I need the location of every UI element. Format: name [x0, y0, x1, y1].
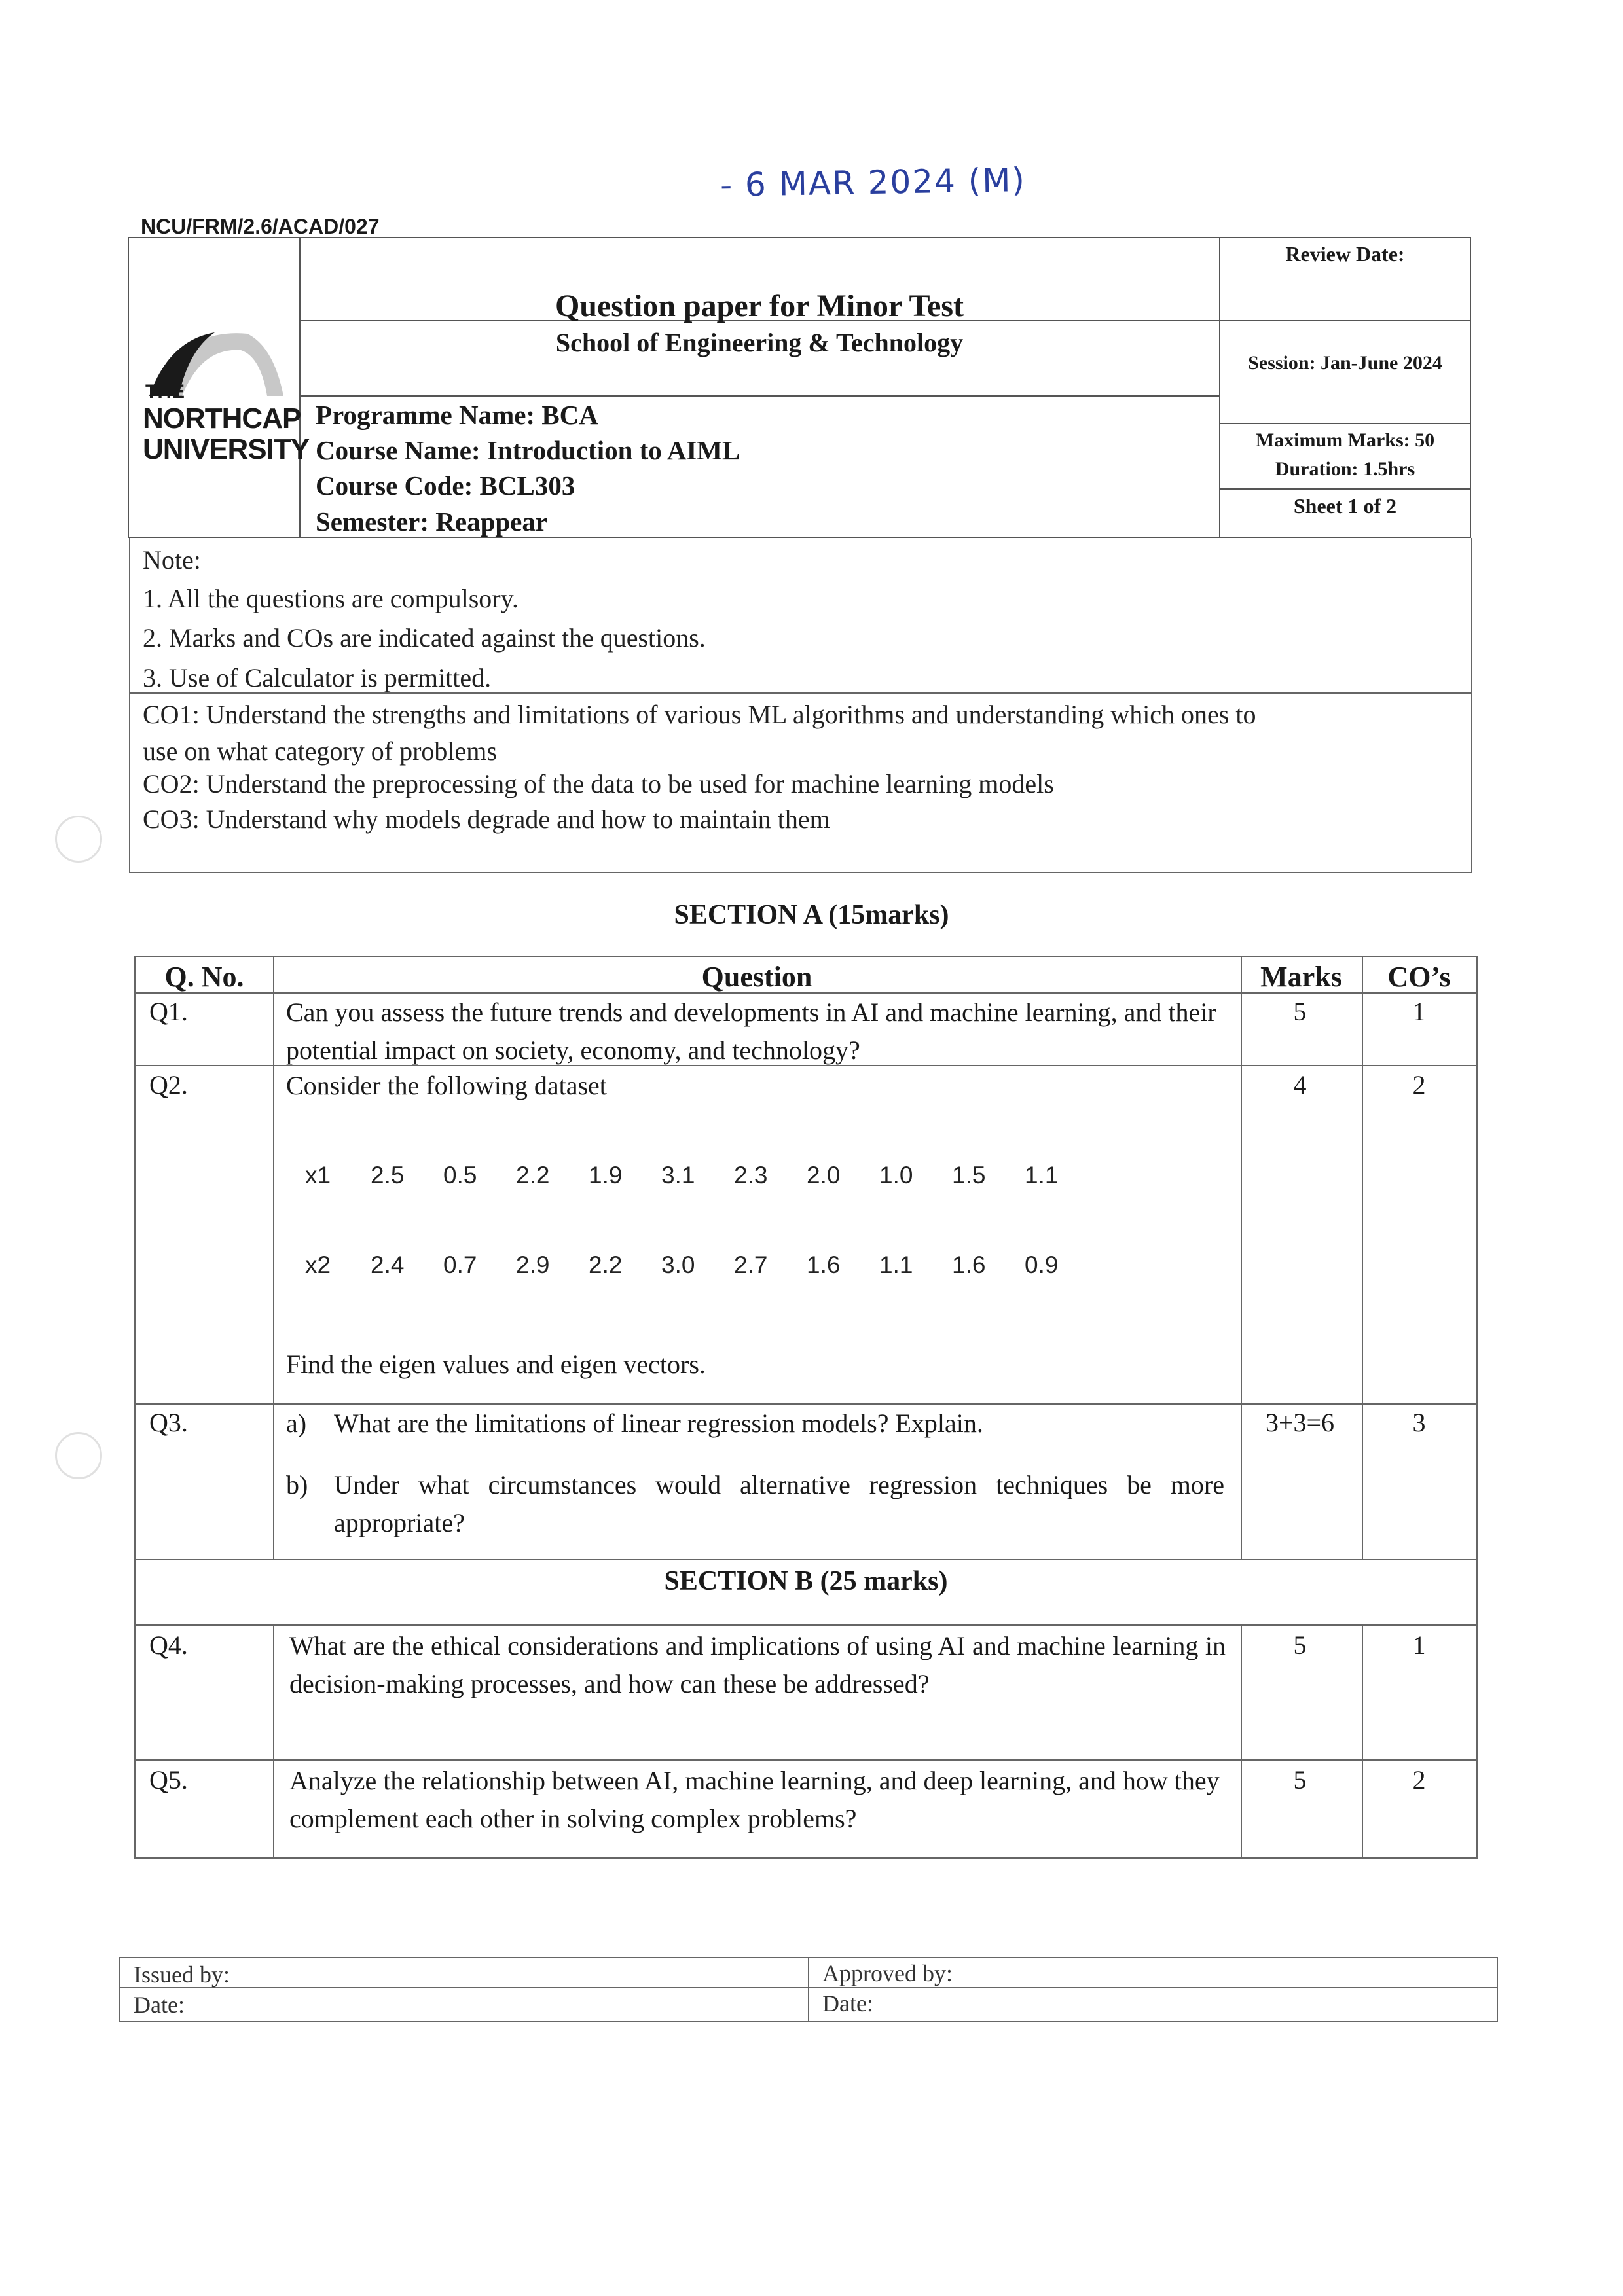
dataset-cell: 0.7 [443, 1251, 477, 1278]
dataset-cell: 2.5 [371, 1162, 405, 1189]
section-b-heading: SECTION B (25 marks) [664, 1566, 948, 1596]
paper-title: Question paper for Minor Test [555, 289, 964, 323]
sheet-number: Sheet 1 of 2 [1293, 494, 1397, 518]
dataset-cell: 2.2 [589, 1251, 623, 1278]
dataset-cell: 2.9 [516, 1251, 550, 1278]
subpart-label: a) [286, 1408, 307, 1438]
course-code: Course Code: BCL303 [316, 471, 575, 501]
question-outro: Find the eigen values and eigen vectors. [286, 1350, 706, 1379]
session: Session: Jan-June 2024 [1248, 352, 1442, 374]
subpart-text: What are the limitations of linear regression models? Explain. [334, 1408, 983, 1438]
programme-name: Programme Name: BCA [316, 400, 598, 430]
question-marks: 5 [1293, 1765, 1307, 1795]
course-name: Course Name: Introduction to AIML [316, 435, 740, 465]
dataset-cell: 1.1 [879, 1251, 913, 1278]
question-number: Q5. [149, 1765, 188, 1795]
question-marks: 3+3=6 [1265, 1408, 1335, 1437]
dataset-cell: 0.9 [1025, 1251, 1059, 1278]
note-item: 3. Use of Calculator is permitted. [143, 663, 492, 692]
note-item: 1. All the questions are compulsory. [143, 584, 519, 613]
note-heading: Note: [143, 545, 201, 575]
question-co: 2 [1412, 1765, 1426, 1795]
review-date: Review Date: [1285, 242, 1405, 266]
dataset-cell: 3.1 [661, 1162, 695, 1189]
dataset-row-label: x2 [305, 1251, 331, 1278]
dataset-cell: 3.0 [661, 1251, 695, 1278]
dataset-cell: 1.1 [1025, 1162, 1059, 1189]
dataset-cell: 2.4 [371, 1251, 405, 1278]
issued-date: Date: [134, 1992, 185, 2018]
course-outcome-1: CO1: Understand the strengths and limitations of various ML algorithms and understanding which ones to [143, 700, 1256, 729]
dataset-cell: 2.2 [516, 1162, 550, 1189]
column-header-cos: CO’s [1387, 961, 1451, 993]
punch-hole-mark [55, 1432, 102, 1479]
dataset-cell: 2.7 [734, 1251, 768, 1278]
question-co: 2 [1412, 1070, 1426, 1100]
logo-text-northcap: NORTHCAP [143, 403, 301, 435]
question-text: Can you assess the future trends and developments in AI and machine learning, and their potential impact on society, economy, and technology? [286, 997, 1216, 1065]
dataset-cell: 1.6 [952, 1251, 986, 1278]
dataset-cell: 2.3 [734, 1162, 768, 1189]
logo-text-university: UNIVERSITY [143, 433, 310, 465]
question-marks: 4 [1293, 1070, 1307, 1100]
section-a-heading: SECTION A (15marks) [674, 900, 949, 930]
question-intro: Consider the following dataset [286, 1071, 607, 1100]
maximum-marks: Maximum Marks: 50 [1255, 429, 1435, 451]
note-item: 2. Marks and COs are indicated against the questions. [143, 623, 706, 653]
form-code: NCU/FRM/2.6/ACAD/027 [141, 215, 380, 238]
question-number: Q2. [149, 1070, 188, 1100]
course-outcome-2: CO2: Understand the preprocessing of the data to be used for machine learning models [143, 769, 1054, 798]
footer-table [119, 1957, 1498, 2022]
column-header-marks: Marks [1260, 961, 1342, 993]
dataset-cell: 0.5 [443, 1162, 477, 1189]
approved-by: Approved by: [822, 1960, 953, 1986]
dataset-cell: 2.0 [807, 1162, 841, 1189]
date-stamp: - 6 MAR 2024 (M) [720, 160, 1027, 205]
course-outcome-1-cont: use on what category of problems [143, 736, 497, 766]
question-co: 1 [1412, 1630, 1426, 1660]
question-co: 1 [1412, 997, 1426, 1026]
dataset-row-label: x1 [305, 1162, 331, 1189]
dataset-cell: 1.0 [879, 1162, 913, 1189]
semester: Semester: Reappear [316, 507, 548, 537]
column-header-qno: Q. No. [164, 961, 244, 993]
question-number: Q1. [149, 997, 188, 1026]
school-name: School of Engineering & Technology [555, 328, 964, 357]
dataset-cell: 1.5 [952, 1162, 986, 1189]
question-marks: 5 [1293, 1630, 1307, 1660]
punch-hole-mark [55, 816, 102, 863]
course-outcome-3: CO3: Understand why models degrade and how to maintain them [143, 804, 830, 834]
column-header-question: Question [701, 961, 812, 993]
question-co: 3 [1412, 1408, 1426, 1437]
approved-date: Date: [822, 1990, 873, 2017]
logo-text-the: THE [145, 381, 185, 403]
question-number: Q4. [149, 1630, 188, 1660]
subpart-text: Under what circumstances would alternative regression techniques be more appropriate? [334, 1470, 1224, 1537]
question-marks: 5 [1293, 997, 1307, 1026]
question-number: Q3. [149, 1408, 188, 1437]
issued-by: Issued by: [134, 1962, 230, 1988]
subpart-label: b) [286, 1470, 308, 1499]
dataset-cell: 1.6 [807, 1251, 841, 1278]
question-text: What are the ethical considerations and implications of using AI and machine learning in decision-making processes, and how can these be addressed? [289, 1631, 1226, 1698]
question-text: Analyze the relationship between AI, machine learning, and deep learning, and how they complement each other in solving complex problems? [289, 1766, 1220, 1833]
dataset-cell: 1.9 [589, 1162, 623, 1189]
duration: Duration: 1.5hrs [1275, 458, 1415, 480]
